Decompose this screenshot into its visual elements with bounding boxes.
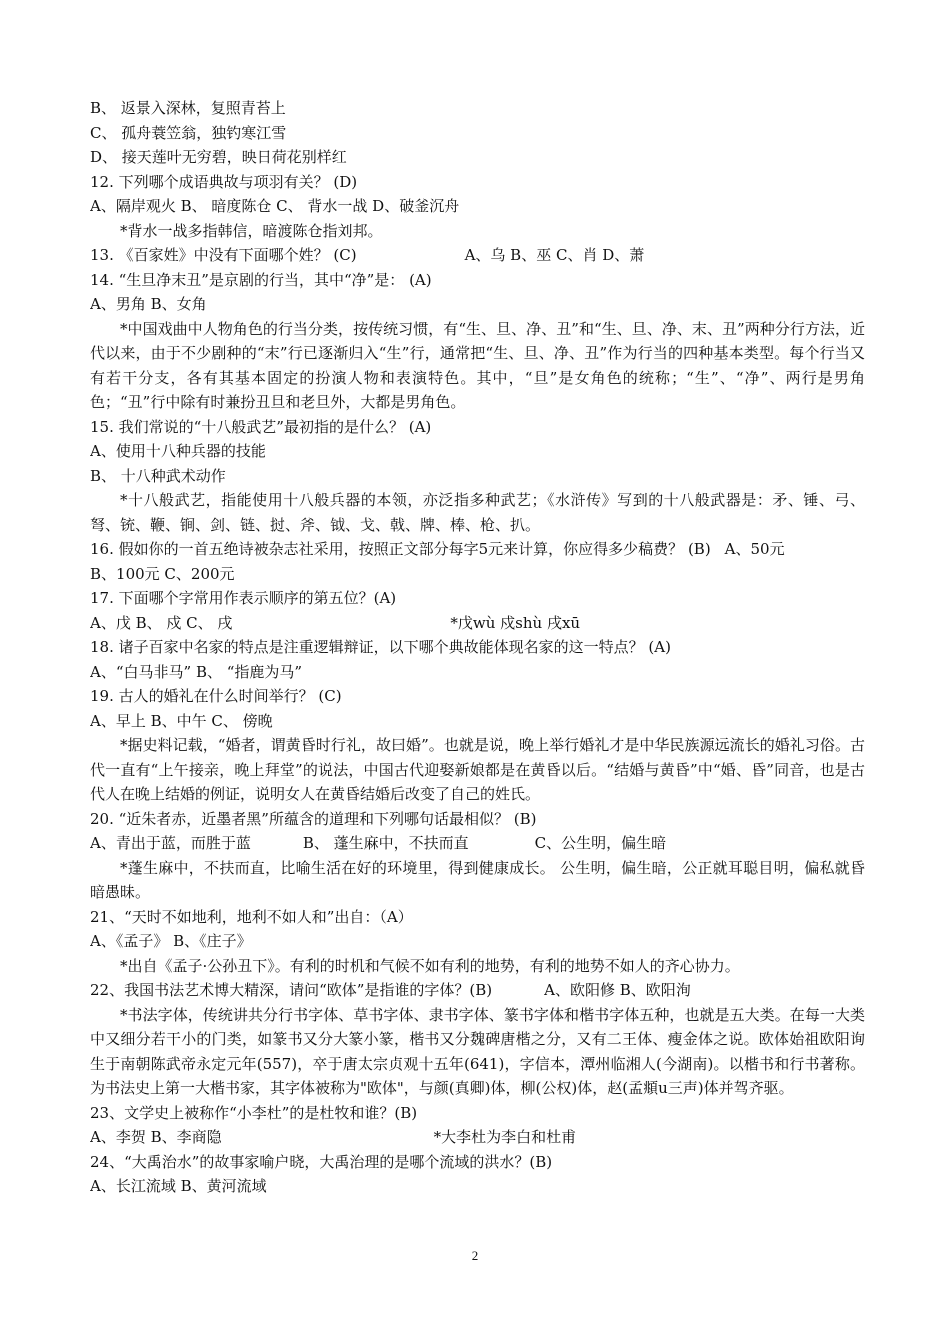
question-12: 12. 下列哪个成语典故与项羽有关？ (D) xyxy=(90,172,358,191)
option-20-b: B、 蓬生麻中，不扶而直 xyxy=(302,834,469,852)
note-19: *据史料记载，“婚者，谓黄昏时行礼，故曰婚”。也就是说，晚上举行婚礼才是中华民族源远流长的婚礼习俗。古代一直有“上午接亲，晚上拜堂”的说法，中国古代迎娶新娘都是在黄昏以后。“结婚与黄昏”中“婚、昏”同音，也是古代人在晚上结婚的例证，说明女人在黄昏结婚后改变了自己的姓氏。 xyxy=(90,736,865,803)
option-20-c: C、公生明，偏生暗 xyxy=(534,834,667,852)
note-22: *书法字体，传统讲共分行书字体、草书字体、隶书字体、篆书字体和楷书字体五种，也就是五大类。在每一大类中又细分若干小的门类，如篆书又分大篆小篆，楷书又分魏碑唐楷之分，又有二王体、瘦金体之说。欧体始祖欧阳询生于南朝陈武帝永定元年(557)，卒于唐太宗贞观十五年(641)，字信本，潭州临湘人(今湖南)。以楷书和行书著称。为书法史上第一大楷书家，其字体被称为"欧体"，与颜(真卿)体，柳(公权)体，赵(孟頫u三声)体并驾齐驱。 xyxy=(90,1005,865,1097)
options-19: A、早上 B、中午 C、 傍晚 xyxy=(90,711,273,730)
options-23-text: A、李贺 B、李商隐 xyxy=(90,1128,222,1146)
note-15: *十八般武艺，指能使用十八般兵器的本领，亦泛指多种武艺；《水浒传》写到的十八般武器是：矛、锤、弓、弩、铳、鞭、锏、剑、链、挝、斧、钺、戈、戟、牌、棒、枪、扒。 xyxy=(90,491,865,534)
option-15-b: B、 十八种武术动作 xyxy=(90,466,226,485)
question-14: 14. “生旦净末丑”是京剧的行当，其中“净”是： (A) xyxy=(90,270,432,289)
option-16-a: A、50元 xyxy=(724,540,785,558)
page-number: 2 xyxy=(471,1248,479,1263)
question-16 xyxy=(90,537,865,562)
note-21: *出自《孟子·公孙丑下》。有利的时机和气候不如有利的地势，有利的地势不如人的齐心协力。 xyxy=(120,956,740,975)
options-24: A、长江流域 B、黄河流域 xyxy=(90,1177,267,1195)
question-13 xyxy=(90,243,865,268)
question-21: 21、“天时不如地利，地利不如人和”出自：（A） xyxy=(90,907,413,926)
options-14: A、男角 B、女角 xyxy=(90,295,207,313)
options-12: A、隔岸观火 B、 暗度陈仓 C、 背水一战 D、破釜沉舟 xyxy=(90,197,460,215)
options-17 xyxy=(90,611,865,636)
options-16: B、100元 C、200元 xyxy=(90,564,235,583)
question-17: 17. 下面哪个字常用作表示顺序的第五位？(A) xyxy=(90,589,397,607)
option-line: C、 孤舟蓑笠翁，独钓寒江雪 xyxy=(90,123,287,142)
note-23: *大李杜为李白和杜甫 xyxy=(433,1128,577,1146)
question-20: 20. “近朱者赤，近墨者黑”所蕴含的道理和下列哪句话最相似？ (B) xyxy=(90,809,537,828)
note-14: *中国戏曲中人物角色的行当分类，按传统习惯，有“生、旦、净、丑”和“生、旦、净、末、丑”两种分行方法，近代以来，由于不少剧种的“末”行已逐渐归入“生”行，通常把“生、旦、净、丑”作为行当的四种基本类型。每个行当又有若干分支，各有其基本固定的扮演人物和表演特色。其中，“旦”是女角色的统称；“生”、“净”、两行是男角色；“丑”行中除有时兼扮丑旦和老旦外，大都是男角色。 xyxy=(90,319,865,411)
question-16-text: 16. 假如你的一首五绝诗被杂志社采用，按照正文部分每字5元来计算，你应得多少稿费？ (B) xyxy=(90,540,711,558)
document-body xyxy=(90,96,865,1199)
option-15-a: A、使用十八种兵器的技能 xyxy=(90,442,266,460)
question-23: 23、文学史上被称作“小李杜”的是杜牧和谁？(B) xyxy=(90,1103,418,1122)
options-22: A、欧阳修 B、欧阳洵 xyxy=(544,981,691,999)
option-line: B、 返景入深林，复照青苔上 xyxy=(90,99,286,117)
note-12: *背水一战多指韩信，暗渡陈仓指刘邦。 xyxy=(120,221,383,240)
options-23 xyxy=(90,1125,865,1150)
question-19: 19. 古人的婚礼在什么时间举行？ (C) xyxy=(90,687,342,705)
question-18: 18. 诸子百家中名家的特点是注重逻辑辩证，以下哪个典故能体现名家的这一特点？ (A) xyxy=(90,638,671,656)
options-21: A、《孟子》 B、《庄子》 xyxy=(90,932,252,950)
note-20: *蓬生麻中，不扶而直，比喻生活在好的环境里，得到健康成长。 公生明，偏生暗，公正就耳聪目明，偏私就昏暗愚昧。 xyxy=(90,858,865,901)
question-22-text: 22、我国书法艺术博大精深，请问“欧体”是指谁的字体？(B) xyxy=(90,981,493,999)
question-13-text: 13. 《百家姓》中没有下面哪个姓？ (C) xyxy=(90,246,357,264)
note-17: *戊wù 戍shù 戌xū xyxy=(450,613,581,632)
options-18: A、“白马非马” B、 “指鹿为马” xyxy=(90,662,303,681)
question-24: 24、“大禹治水”的故事家喻户晓，大禹治理的是哪个流域的洪水？(B) xyxy=(90,1152,553,1171)
options-13: A、乌 B、巫 C、肖 D、萧 xyxy=(464,246,645,264)
question-22 xyxy=(90,978,865,1003)
options-20 xyxy=(90,831,865,856)
options-17-text: A、戊 B、 戍 C、 戌 xyxy=(90,613,233,632)
question-15: 15. 我们常说的“十八般武艺”最初指的是什么？ (A) xyxy=(90,417,432,436)
option-20-a: A、青出于蓝，而胜于蓝 xyxy=(90,834,251,852)
option-line: D、 接天莲叶无穷碧，映日荷花别样红 xyxy=(90,148,347,166)
